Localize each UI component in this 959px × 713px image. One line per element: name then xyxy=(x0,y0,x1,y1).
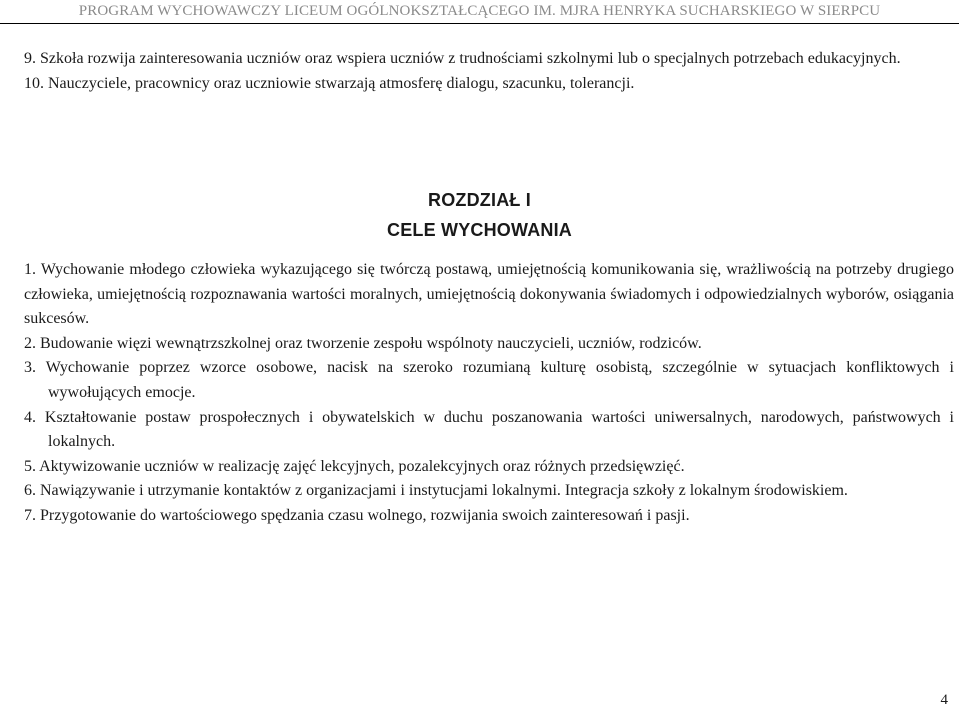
list-item xyxy=(24,504,954,529)
list-item-text: Wychowanie poprzez wzorce osobowe, nacisk na szeroko rozumianą kulturę osobistą, szczególnie w sytuacjach konfliktowych i wywołujących emocje. xyxy=(45,359,955,401)
page-number: 4 xyxy=(940,692,948,708)
list-item-number: 3. xyxy=(24,359,36,377)
list-item-text: Wychowanie młodego człowieka wykazującego się twórczą postawą, umiejętnością komunikowania się, wrażliwością na potrzeby drugiego człowieka, umiejętnością rozpoznawania wartości moralnych, umiejętnością dokonywania świadomych i odpowiedzialnych wyborów, osiągania sukcesów. xyxy=(24,261,954,328)
list-item xyxy=(24,479,954,504)
list-item-text: Aktywizowanie uczniów w realizację zajęć lekcyjnych, pozalekcyjnych oraz różnych przedsięwzięć. xyxy=(39,457,685,475)
list-item xyxy=(24,406,954,455)
list-item-text: Przygotowanie do wartościowego spędzania czasu wolnego, rozwijania swoich zainteresowań i pasji. xyxy=(40,506,690,524)
list-item-number: 9. xyxy=(24,50,36,67)
list-item-text: Nawiązywanie i utrzymanie kontaktów z organizacjami i instytucjami lokalnymi. Integracja szkoły z lokalnym środowiskiem. xyxy=(40,482,848,500)
running-header-title: PROGRAM WYCHOWAWCZY LICEUM OGÓLNOKSZTAŁCĄCEGO IM. MJRA HENRYKA SUCHARSKIEGO W SIERPCU xyxy=(78,3,881,19)
list-item-number: 10. xyxy=(24,74,44,92)
list-item xyxy=(24,356,954,405)
list-item-number: 2. xyxy=(24,334,36,352)
list-item-text: Budowanie więzi wewnątrzszkolnej oraz tworzenie zespołu wspólnoty nauczycieli, uczniów, rodziców. xyxy=(40,334,702,352)
list-item xyxy=(24,72,954,97)
list-item-number: 7. xyxy=(24,506,36,524)
list-item-text: Kształtowanie postaw prospołecznych i obywatelskich w duchu poszanowania wartości uniwersalnych, narodowych, państwowych i lokalnych. xyxy=(44,408,955,451)
list-item xyxy=(24,47,954,72)
list-item xyxy=(24,332,954,357)
list-item-number: 4. xyxy=(24,408,36,426)
list-item-number: 1. xyxy=(24,261,36,278)
header-rule xyxy=(0,23,959,24)
list-item-number: 5. xyxy=(24,457,36,475)
chapter-title: ROZDZIAŁ I xyxy=(428,190,531,210)
chapter-subtitle: CELE WYCHOWANIA xyxy=(387,220,572,240)
list-item xyxy=(24,455,954,480)
list-item-text: Nauczyciele, pracownicy oraz uczniowie stwarzają atmosferę dialogu, szacunku, tolerancji. xyxy=(48,74,635,92)
intro-list xyxy=(24,47,954,96)
list-item-number: 6. xyxy=(24,482,36,500)
goals-list xyxy=(24,258,954,529)
list-item xyxy=(24,258,954,332)
list-item-text: Szkoła rozwija zainteresowania uczniów oraz wspiera uczniów z trudnościami szkolnymi lub o specjalnych potrzebach edukacyjnych. xyxy=(40,50,901,67)
